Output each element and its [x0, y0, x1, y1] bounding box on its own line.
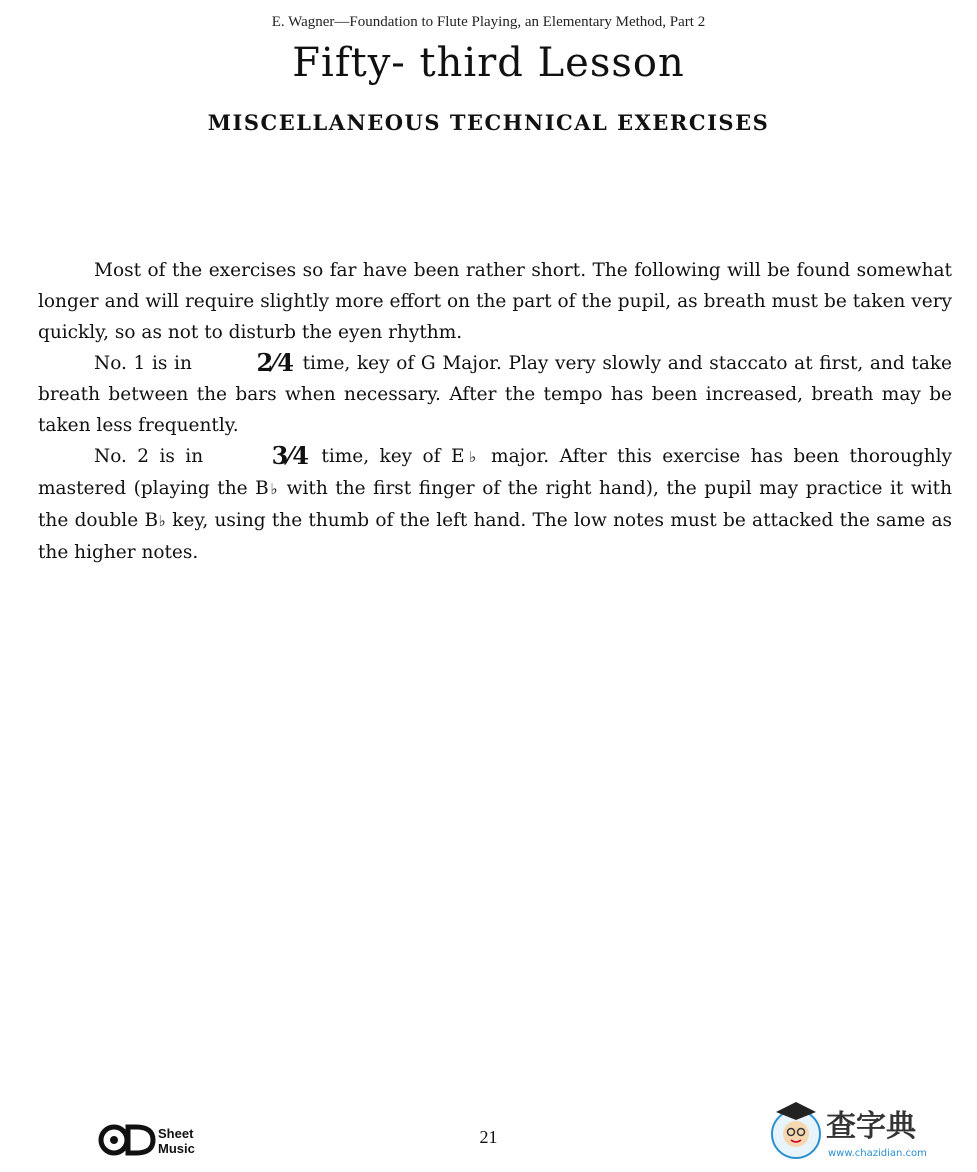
svg-text:查字典: 查字典: [826, 1109, 916, 1144]
time-signature-3-4: 3⁄4: [271, 441, 309, 470]
chazidian-watermark: [766, 1094, 966, 1164]
paragraph-exercise-1: [38, 348, 952, 441]
svg-text:Music: Music: [158, 1141, 195, 1156]
page-number: 21: [479, 1127, 498, 1147]
exercise-2-text-c: with the first finger of the right hand), the pupil may practice it with the double B: [38, 478, 952, 531]
flat-symbol: ♭: [158, 512, 166, 530]
lesson-subtitle: MISCELLANEOUS TECHNICAL EXERCISES: [207, 110, 770, 135]
exercise-1-lead: No. 1 is in: [94, 353, 199, 374]
flat-symbol: ♭: [464, 448, 481, 466]
lesson-body: [38, 255, 952, 568]
exercise-2-text-a: time, key of E: [310, 446, 465, 467]
svg-text:Sheet: Sheet: [158, 1126, 194, 1141]
exercise-2-text-b: major. After this exercise has been thoroughly mastered (playing the B: [38, 446, 953, 499]
exercise-2-text-d: key, using the thumb of the left hand. The low notes must be attacked the same as the higher notes.: [38, 510, 952, 563]
time-signature-2-4: 2⁄4: [256, 348, 294, 377]
svg-text:www.chazidian.com: www.chazidian.com: [828, 1148, 927, 1159]
flat-symbol: ♭: [268, 480, 280, 498]
paragraph-intro: Most of the exercises so far have been rather short. The following will be found somewhat longer and will require slightly more effort on the part of the pupil, as breath must be taken very quickly, so as not to disturb the eyen rhythm.: [38, 260, 952, 343]
paragraph-exercise-2: [38, 441, 952, 568]
exercise-1-text: time, key of G Major. Play very slowly and staccato at first, and take breath between the bars when necessary. After the tempo has been increased, breath may be taken less frequently.: [38, 353, 953, 436]
running-header: E. Wagner—Foundation to Flute Playing, an Elementary Method, Part 2: [271, 14, 706, 30]
exercise-2-lead: No. 2 is in: [94, 446, 214, 467]
lesson-title: Fifty- third Lesson: [292, 40, 685, 86]
